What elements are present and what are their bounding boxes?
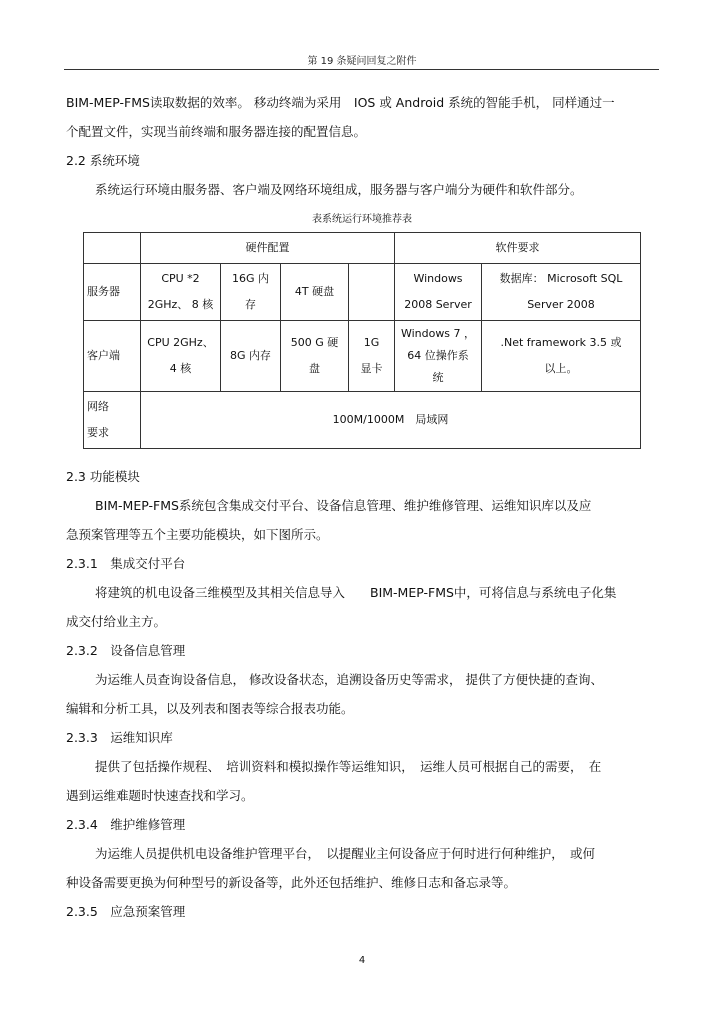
table-cell: [281, 321, 349, 392]
cell-text: 数据库： Microsoft SQL: [499, 272, 623, 285]
section-heading: 2.3.1 集成交付平台: [66, 556, 186, 571]
paragraph-line: 急预案管理等五个主要功能模块，如下图所示。: [66, 527, 329, 542]
table-cell: [141, 321, 221, 392]
paragraph-line: 编辑和分析工具，以及列表和图表等综合报表功能。: [66, 701, 354, 716]
cell-text: 16G 内: [231, 272, 270, 285]
table-cell: 8G 内存: [221, 321, 281, 392]
section-heading: 2.3.5 应急预案管理: [66, 904, 186, 919]
table-cell: [395, 321, 482, 392]
table-caption: 表系统运行环境推荐表: [312, 214, 412, 225]
cell-text: 以上。: [544, 362, 578, 375]
table-cell: [141, 264, 221, 321]
cell-text: 网络: [87, 400, 109, 413]
cell-text: 500 G 硬: [290, 336, 339, 349]
paragraph-line: 遇到运维难题时快速查找和学习。: [66, 788, 254, 803]
paragraph-line: 为运维人员提供机电设备维护管理平台， 以提醒业主何设备应于何时进行何种维护， 或何: [95, 846, 596, 861]
paragraph-line: 种设备需要更换为何种型号的新设备等，此外还包括维护、维修日志和备忘录等。: [66, 875, 517, 890]
cell-text: 盘: [309, 362, 320, 375]
network-value: 100M/1000M 局域网: [141, 392, 641, 449]
cell-text: 2008 Server: [404, 298, 472, 311]
client-label: 客户端: [84, 321, 141, 392]
paragraph-line: 个配置文件，实现当前终端和服务器连接的配置信息。: [66, 124, 367, 139]
cell-text: 存: [245, 298, 256, 311]
network-label: [84, 392, 141, 449]
cell-text: Windows 7 ，: [400, 327, 476, 340]
paragraph-line: BIM-MEP-FMS系统包含集成交付平台、设备信息管理、维护维修管理、运维知识库以及应: [95, 498, 592, 513]
software-header: 软件要求: [395, 233, 641, 264]
cell-text: 要求: [87, 426, 109, 439]
table-cell: [349, 321, 395, 392]
table-row: [84, 321, 641, 392]
table-cell: [482, 321, 641, 392]
table-cell: [221, 264, 281, 321]
cell-text: 统: [432, 371, 444, 384]
cell-text: 1G: [363, 336, 380, 349]
section-heading: 2.3 功能模块: [66, 469, 140, 484]
environment-table: [83, 232, 641, 449]
cell-text: CPU 2GHz、: [147, 336, 214, 349]
server-label: 服务器: [84, 264, 141, 321]
cell-text: CPU *2: [161, 272, 200, 285]
table-cell: [349, 264, 395, 321]
cell-text: Server 2008: [527, 298, 595, 311]
section-heading: 2.3.3 运维知识库: [66, 730, 173, 745]
paragraph-line: 将建筑的机电设备三维模型及其相关信息导入 BIM-MEP-FMS中，可将信息与系统电子化集: [95, 585, 617, 600]
paragraph-line: 系统运行环境由服务器、客户端及网络环境组成，服务器与客户端分为硬件和软件部分。: [95, 182, 583, 197]
section-heading: 2.3.4 维护维修管理: [66, 817, 186, 832]
table-row: [84, 264, 641, 321]
hardware-header: 硬件配置: [141, 233, 395, 264]
paragraph-line: 为运维人员查询设备信息， 修改设备状态，追溯设备历史等需求， 提供了方便快捷的查询、: [95, 672, 603, 687]
paragraph-line: BIM-MEP-FMS读取数据的效率。 移动终端为采用 IOS 或 Android 系统的智能手机， 同样通过一: [66, 95, 615, 110]
section-heading: 2.2 系统环境: [66, 153, 140, 168]
cell-text: .Net framework 3.5 或: [500, 336, 622, 349]
cell-text: 显卡: [360, 362, 383, 375]
cell-text: 64 位操作系: [407, 349, 469, 362]
table-cell: [84, 233, 141, 264]
section-heading: 2.3.2 设备信息管理: [66, 643, 186, 658]
header-rule: [64, 69, 659, 70]
table-cell: [482, 264, 641, 321]
table-cell: 4T 硬盘: [281, 264, 349, 321]
paragraph-line: 提供了包括操作规程、 培训资料和模拟操作等运维知识， 运维人员可根据自己的需要， 在: [95, 759, 602, 774]
table-cell: [395, 264, 482, 321]
table-row: [84, 233, 641, 264]
cell-text: 4 核: [169, 362, 192, 375]
cell-text: Windows: [413, 272, 463, 285]
table-row: [84, 392, 641, 449]
page-number: 4: [358, 955, 366, 966]
paragraph-line: 成交付给业主方。: [66, 614, 167, 629]
page-header: 第 19 条疑问回复之附件: [307, 56, 417, 67]
cell-text: 2GHz、 8 核: [147, 298, 214, 311]
